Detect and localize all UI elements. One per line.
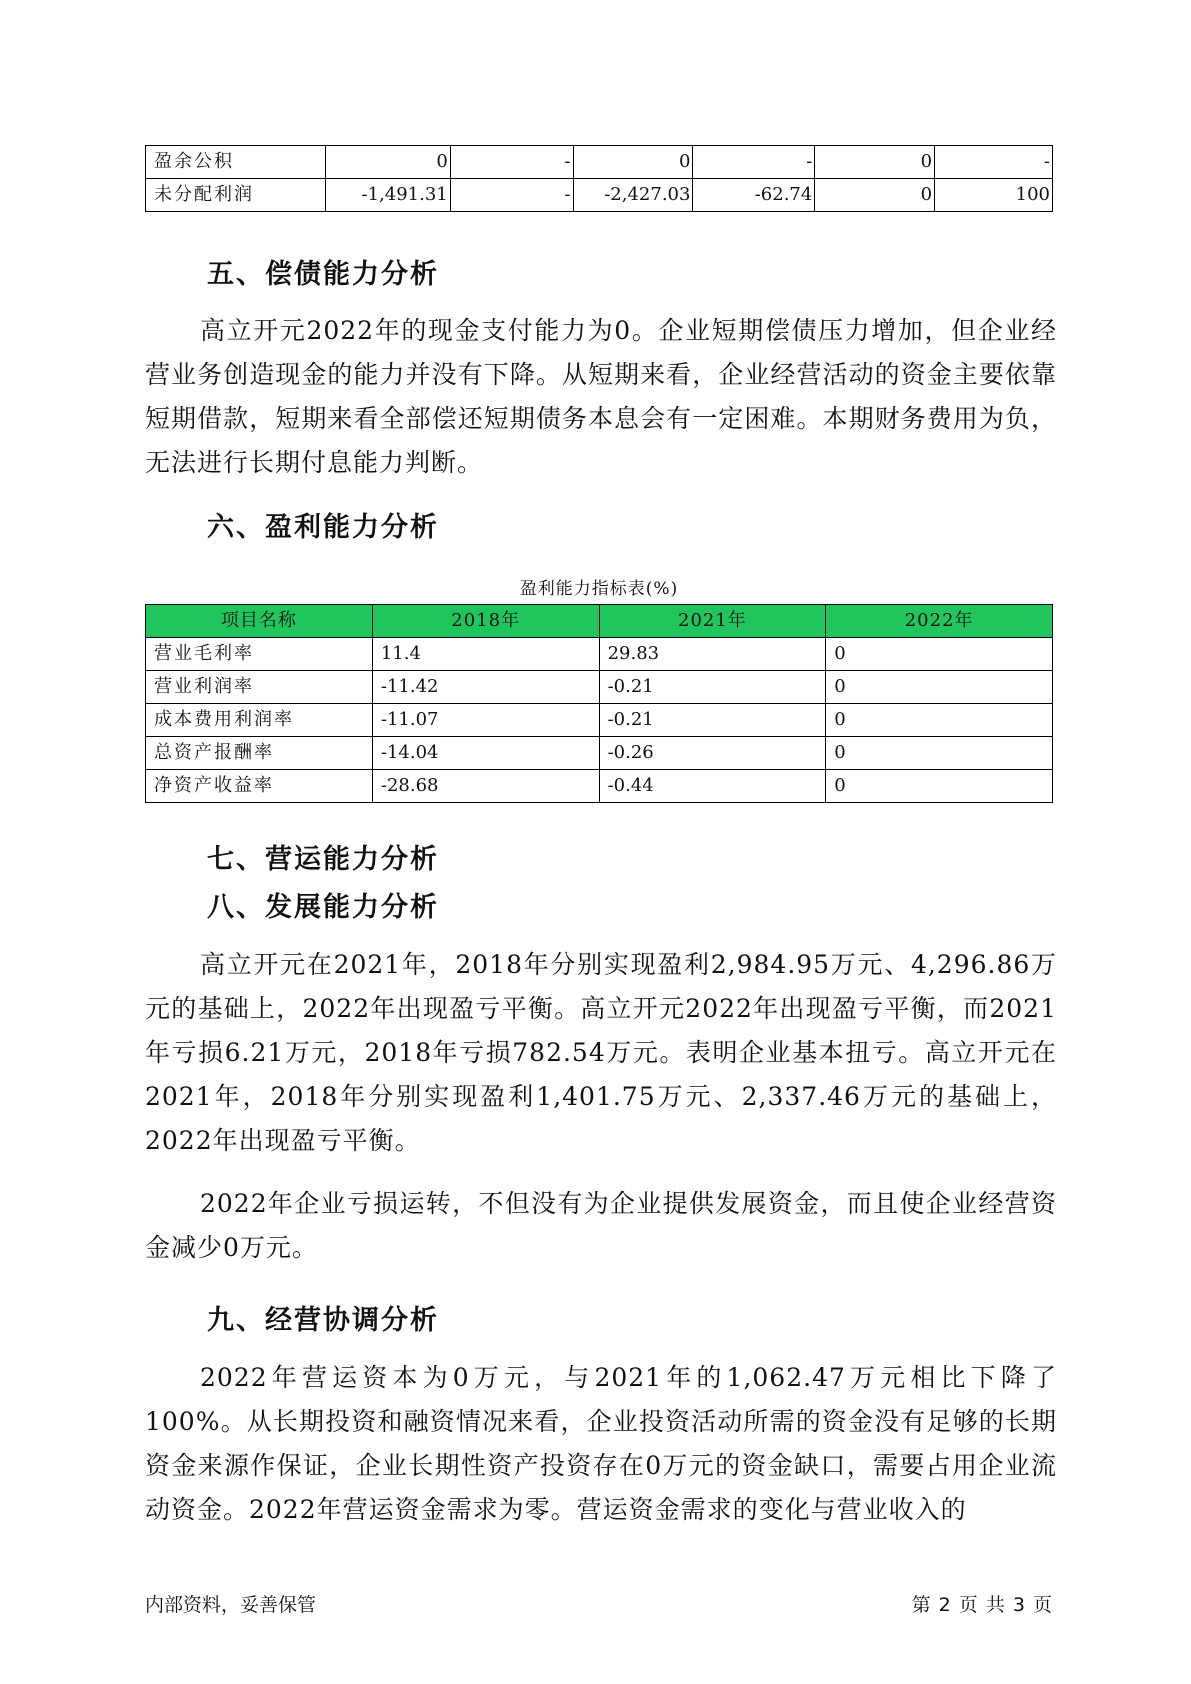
column-header: 2018年 bbox=[372, 605, 599, 638]
equity-table-continued bbox=[145, 145, 1053, 212]
table-row bbox=[146, 638, 1053, 671]
column-header: 2022年 bbox=[826, 605, 1053, 638]
table-cell: - bbox=[450, 146, 573, 179]
table-cell: 0 bbox=[573, 146, 693, 179]
page-number: 第 2 页 共 3 页 bbox=[911, 1594, 1053, 1616]
table-cell: - bbox=[450, 179, 573, 212]
table-cell: 100 bbox=[935, 179, 1053, 212]
section-heading-development: 八、发展能力分析 bbox=[207, 892, 439, 923]
table-cell: 0 bbox=[815, 146, 935, 179]
table-cell: -0.21 bbox=[599, 704, 826, 737]
column-header: 2021年 bbox=[599, 605, 826, 638]
row-label: 营业毛利率 bbox=[146, 638, 373, 671]
table-cell: 0 bbox=[826, 671, 1053, 704]
table-cell: 0 bbox=[826, 737, 1053, 770]
section-heading-profitability: 六、盈利能力分析 bbox=[207, 512, 439, 543]
row-label: 未分配利润 bbox=[146, 179, 326, 212]
row-label: 营业利润率 bbox=[146, 671, 373, 704]
section-heading-operation: 七、营运能力分析 bbox=[207, 844, 439, 875]
table-cell: 11.4 bbox=[372, 638, 599, 671]
table-cell: -11.07 bbox=[372, 704, 599, 737]
table-cell: -11.42 bbox=[372, 671, 599, 704]
table-cell: 0 bbox=[826, 770, 1053, 803]
table-cell: 0 bbox=[826, 704, 1053, 737]
table-cell: 29.83 bbox=[599, 638, 826, 671]
table-row bbox=[146, 671, 1053, 704]
row-label: 净资产收益率 bbox=[146, 770, 373, 803]
section-heading-solvency: 五、偿债能力分析 bbox=[207, 259, 439, 290]
profitability-table bbox=[145, 604, 1053, 803]
section-heading-coordination: 九、经营协调分析 bbox=[207, 1305, 439, 1336]
paragraph-development-2: 2022年企业亏损运转，不但没有为企业提供发展资金，而且使企业经营资金减少0万元。 bbox=[145, 1189, 1057, 1262]
column-header: 项目名称 bbox=[146, 605, 373, 638]
paragraph-coordination: 2022年营运资本为0万元，与2021年的1,062.47万元相比下降了100%。从长期投资和融资情况来看，企业投资活动所需的资金没有足够的长期资金来源作保证，企业长期性资产投资存在0万元的资金缺口，需要占用企业流动资金。2022年营运资金需求为零。营运资金需求的变化与营业收入的 bbox=[145, 1363, 1057, 1524]
paragraph-solvency: 高立开元2022年的现金支付能力为0。企业短期偿债压力增加，但企业经营业务创造现金的能力并没有下降。从短期来看，企业经营活动的资金主要依靠短期借款，短期来看全部偿还短期债务本息会有一定困难。本期财务费用为负，无法进行长期付息能力判断。 bbox=[145, 316, 1057, 477]
paragraph-development-1: 高立开元在2021年，2018年分别实现盈利2,984.95万元、4,296.86万元的基础上，2022年出现盈亏平衡。高立开元2022年出现盈亏平衡，而2021年亏损6.21万元，2018年亏损782.54万元。表明企业基本扭亏。高立开元在2021年，2018年分别实现盈利1,401.75万元、2,337.46万元的基础上，2022年出现盈亏平衡。 bbox=[145, 950, 1057, 1155]
footer-confidential-note: 内部资料，妥善保管 bbox=[145, 1594, 317, 1616]
table-cell: 0 bbox=[826, 638, 1053, 671]
table-cell: -62.74 bbox=[693, 179, 815, 212]
table-caption: 盈利能力指标表(%) bbox=[519, 579, 679, 599]
table-cell: - bbox=[693, 146, 815, 179]
row-label: 成本费用利润率 bbox=[146, 704, 373, 737]
table-cell: -0.44 bbox=[599, 770, 826, 803]
table-cell: - bbox=[935, 146, 1053, 179]
table-row bbox=[146, 737, 1053, 770]
table-cell: -28.68 bbox=[372, 770, 599, 803]
table-header-row bbox=[146, 605, 1053, 638]
table-cell: -1,491.31 bbox=[325, 179, 450, 212]
table-cell: -14.04 bbox=[372, 737, 599, 770]
row-label: 总资产报酬率 bbox=[146, 737, 373, 770]
table-cell: -0.26 bbox=[599, 737, 826, 770]
table-row bbox=[146, 770, 1053, 803]
table-cell: 0 bbox=[815, 179, 935, 212]
table-cell: -2,427.03 bbox=[573, 179, 693, 212]
table-row bbox=[146, 146, 1053, 179]
table-cell: -0.21 bbox=[599, 671, 826, 704]
table-row bbox=[146, 704, 1053, 737]
table-row bbox=[146, 179, 1053, 212]
table-cell: 0 bbox=[325, 146, 450, 179]
row-label: 盈余公积 bbox=[146, 146, 326, 179]
